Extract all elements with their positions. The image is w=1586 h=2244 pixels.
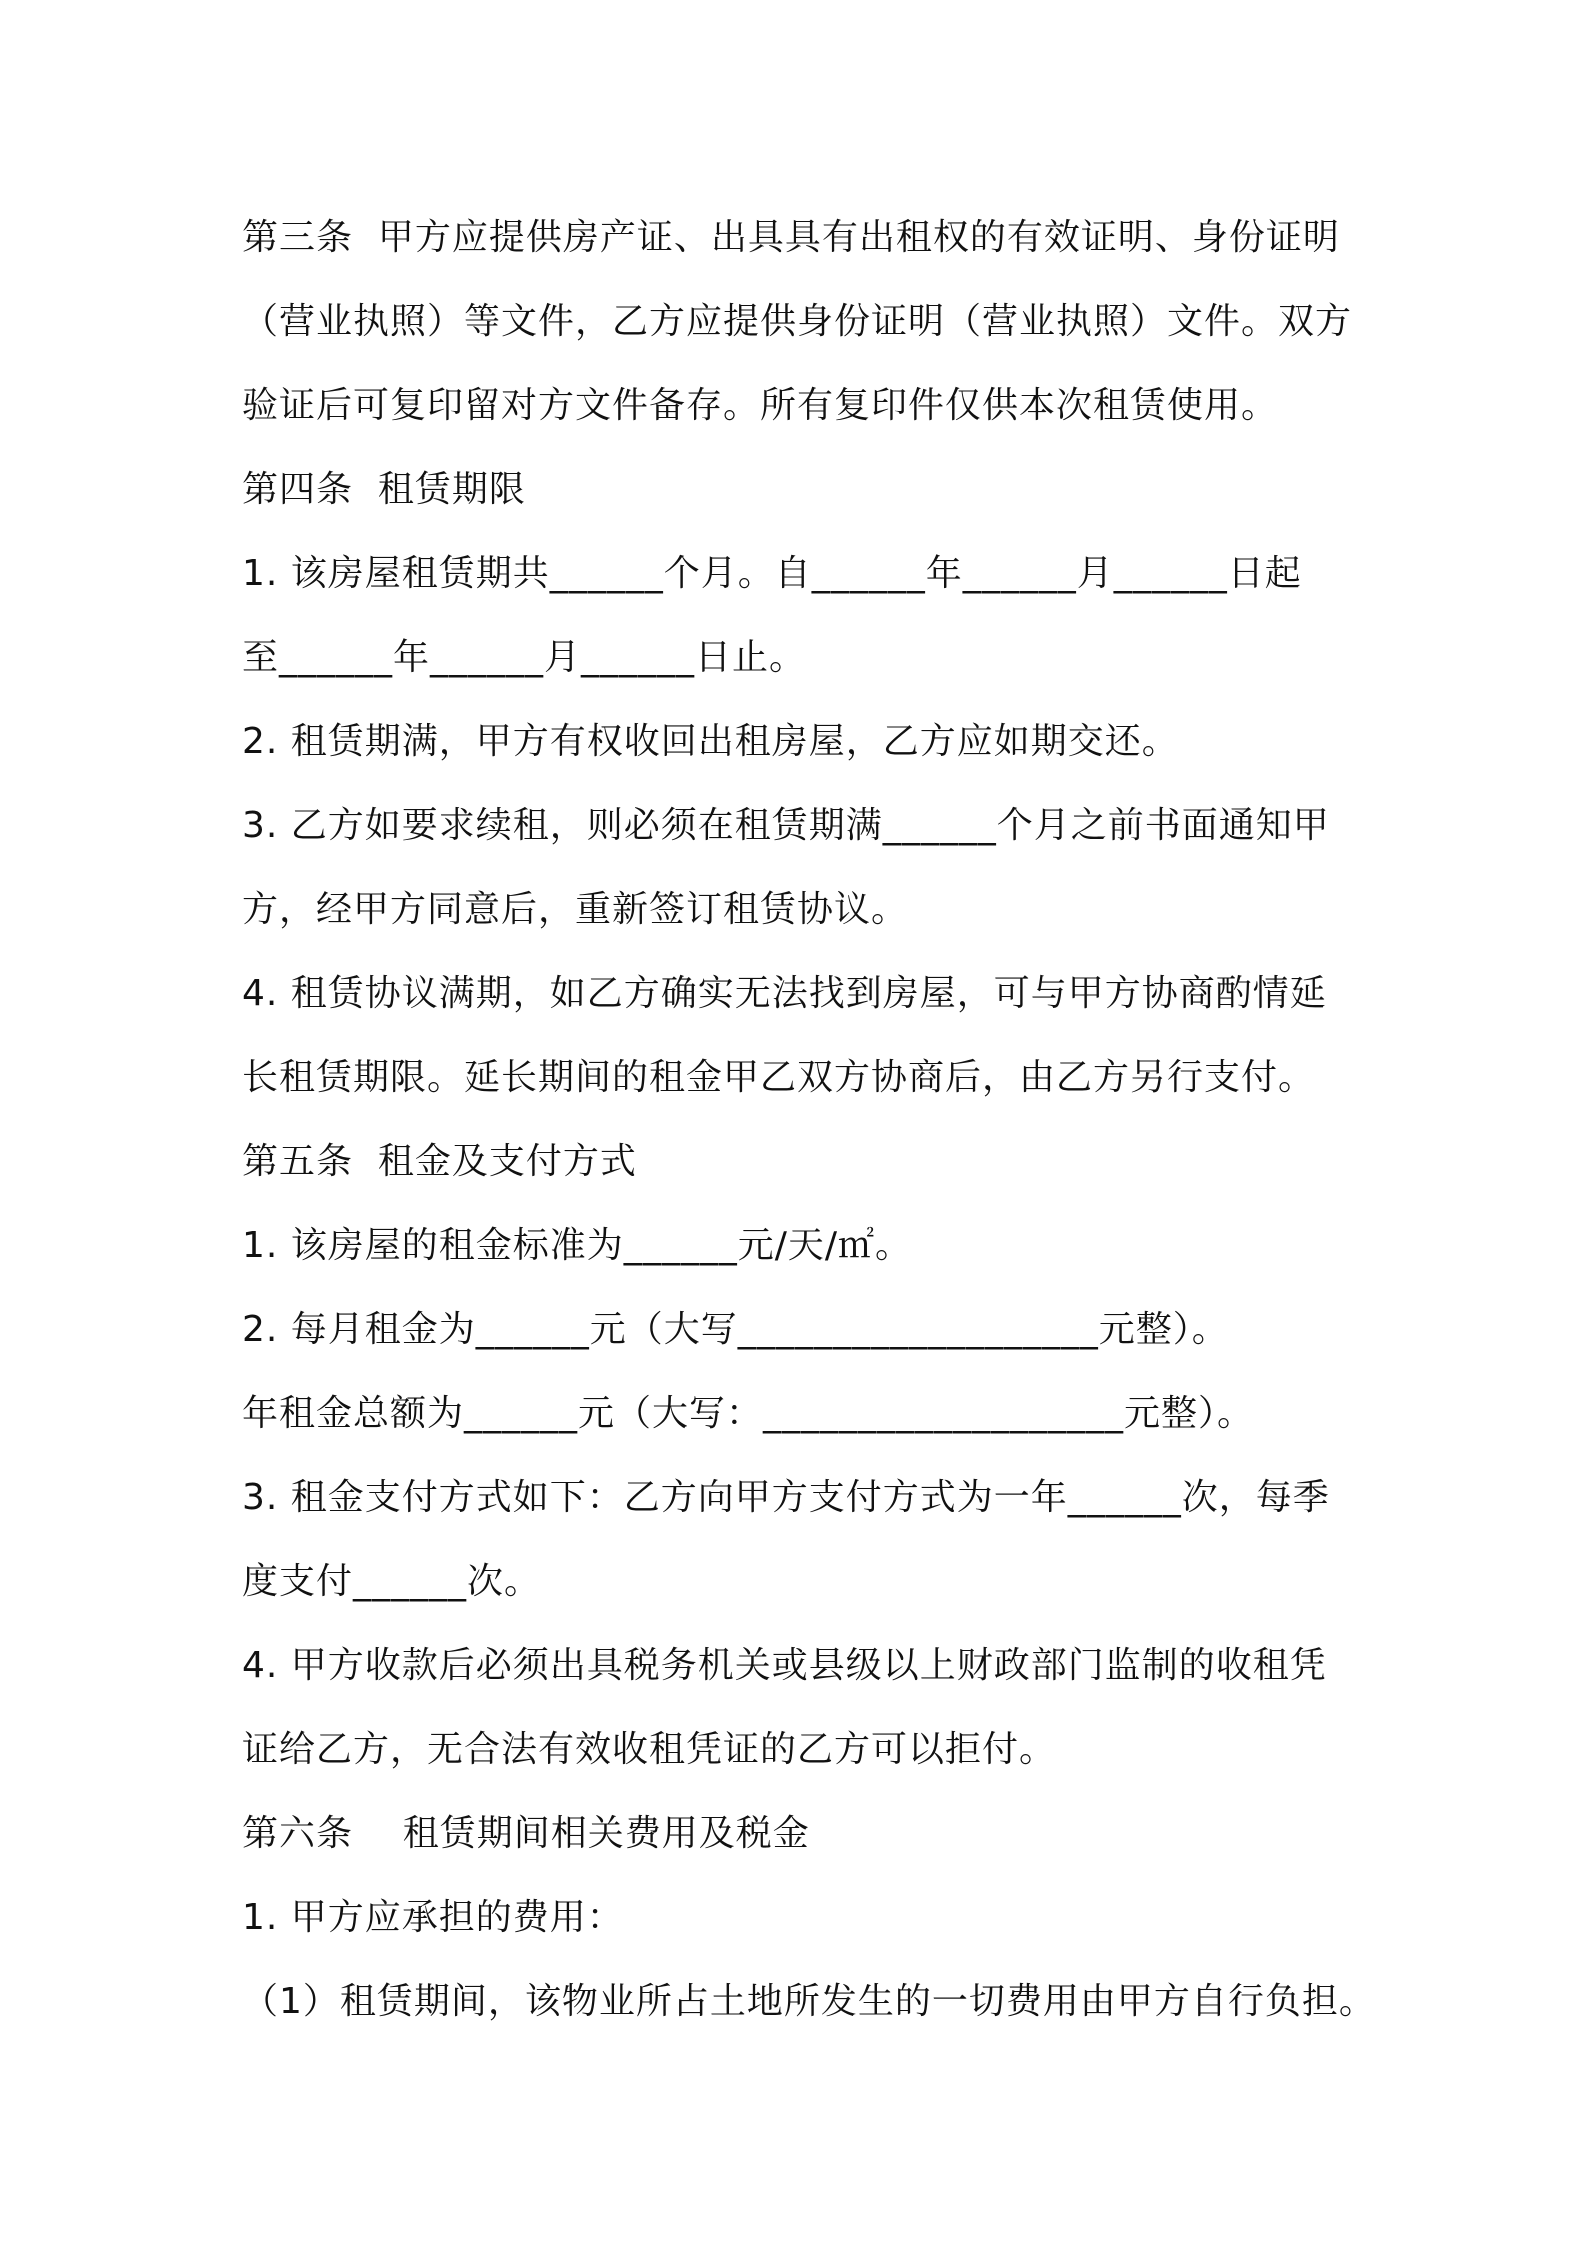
article-4-item-1-line-2: 至______年______月______日止。 — [242, 637, 807, 678]
article-3-line-1: 第三条 甲方应提供房产证、出具具有出租权的有效证明、身份证明 — [242, 217, 1340, 258]
article-5-item-3-line-2: 度支付______次。 — [242, 1561, 542, 1602]
article-6-subitem-1: （1）租赁期间，该物业所占土地所发生的一切费用由甲方自行负担。 — [242, 1981, 1376, 2022]
article-4-item-4-line-2: 长租赁期限。延长期间的租金甲乙双方协商后，由乙方另行支付。 — [242, 1057, 1316, 1098]
article-6-item-1: 1. 甲方应承担的费用： — [242, 1897, 624, 1938]
article-5-item-2: 2. 每月租金为______元（大写___________________元整）。 — [242, 1309, 1229, 1350]
article-4-item-3-line-1: 3. 乙方如要求续租，则必须在租赁期满______个月之前书面通知甲 — [242, 805, 1330, 846]
article-4-heading: 第四条 租赁期限 — [242, 469, 526, 510]
article-5-item-3-line-1: 3. 租金支付方式如下：乙方向甲方支付方式为一年______次，每季 — [242, 1477, 1330, 1518]
article-5-heading: 第五条 租金及支付方式 — [242, 1141, 637, 1182]
article-5-item-4-line-1: 4. 甲方收款后必须出具税务机关或县级以上财政部门监制的收租凭 — [242, 1645, 1327, 1686]
article-3-line-3: 验证后可复印留对方文件备存。所有复印件仅供本次租赁使用。 — [242, 385, 1279, 426]
article-6-heading: 第六条 租赁期间相关费用及税金 — [242, 1813, 810, 1854]
article-4-item-1-line-1: 1. 该房屋租赁期共______个月。自______年______月______日起 — [242, 553, 1302, 594]
document-page — [242, 196, 1376, 2044]
article-4-item-4-line-1: 4. 租赁协议满期，如乙方确实无法找到房屋，可与甲方协商酌情延 — [242, 973, 1327, 1014]
article-5-annual-rent: 年租金总额为______元（大写：___________________元整）。 — [242, 1393, 1255, 1434]
article-4-item-3-line-2: 方，经甲方同意后，重新签订租赁协议。 — [242, 889, 909, 930]
article-3-line-2: （营业执照）等文件，乙方应提供身份证明（营业执照）文件。双方 — [242, 301, 1353, 342]
article-5-item-4-line-2: 证给乙方，无合法有效收租凭证的乙方可以拒付。 — [242, 1729, 1057, 1770]
article-4-item-2: 2. 租赁期满，甲方有权收回出租房屋，乙方应如期交还。 — [242, 721, 1179, 762]
article-5-item-1: 1. 该房屋的租金标准为______元/天/㎡。 — [242, 1225, 913, 1266]
